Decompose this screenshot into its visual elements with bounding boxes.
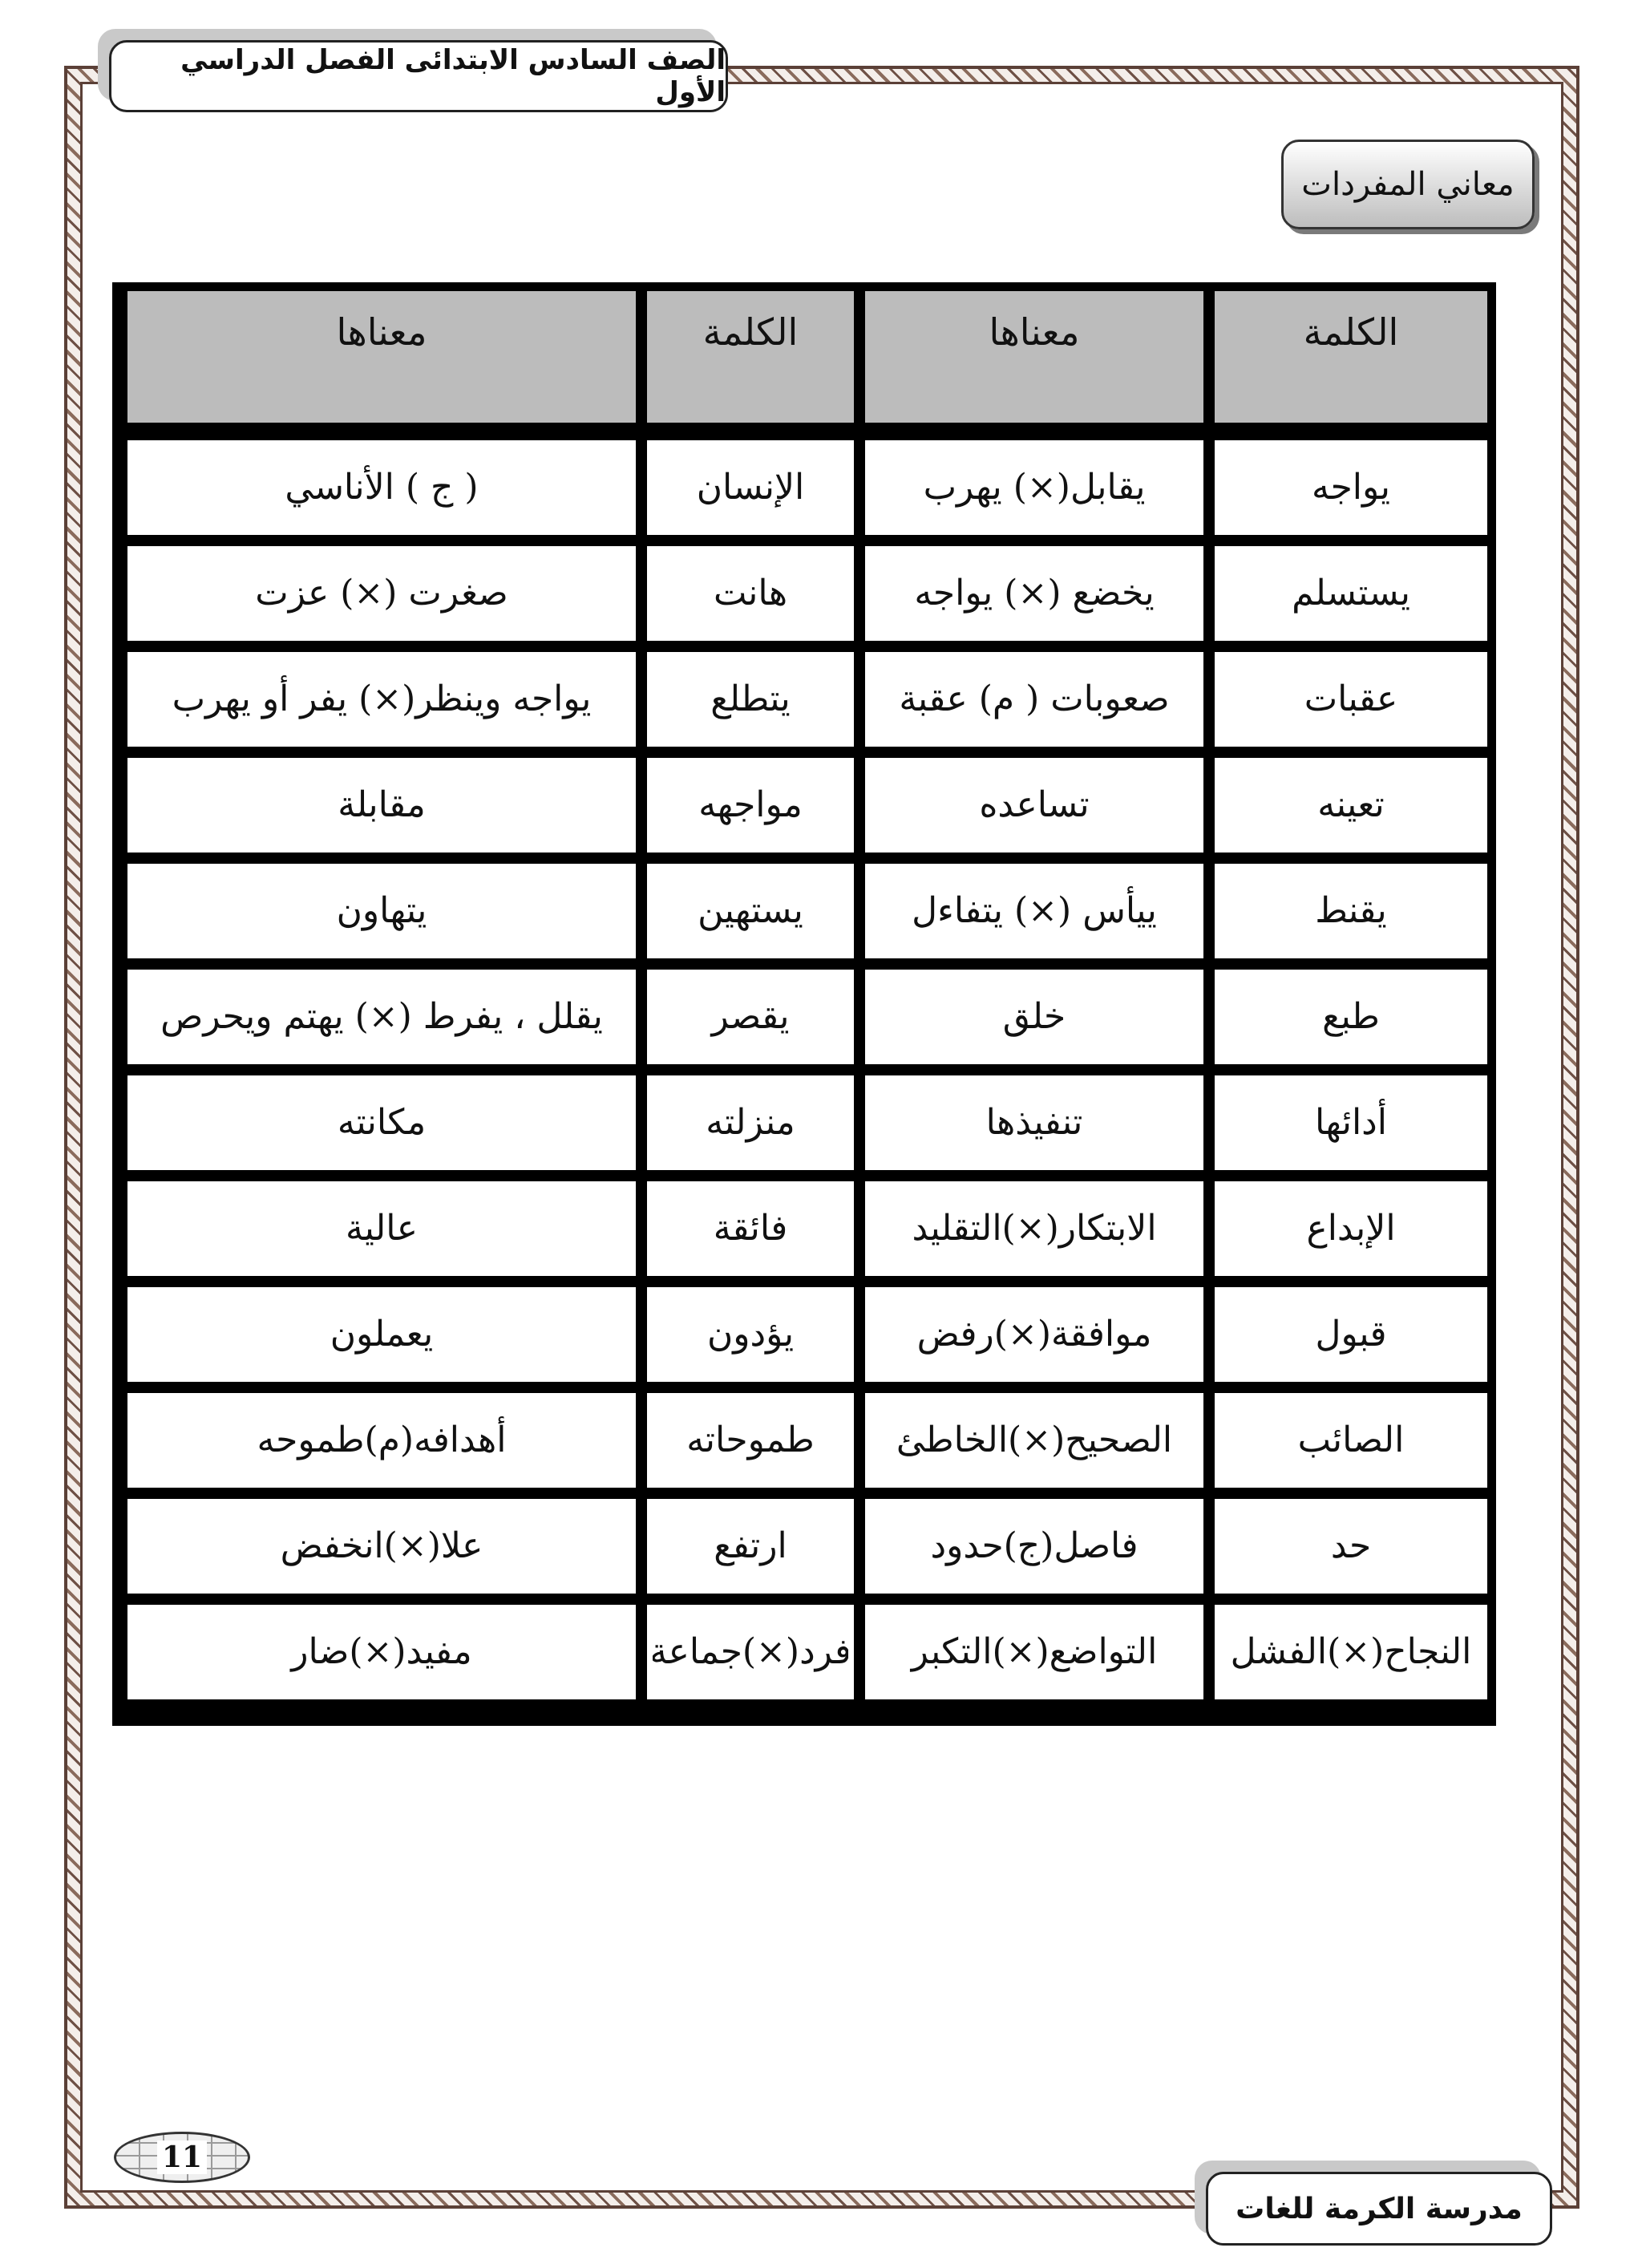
school-name-label: مدرسة الكرمة للغات: [1206, 2172, 1552, 2246]
table-row: [119, 1179, 1490, 1278]
table-row: [119, 1073, 1490, 1172]
table-row: [119, 1391, 1490, 1490]
word-cell: قبول: [1212, 1285, 1490, 1384]
word-cell: طبع: [1212, 967, 1490, 1067]
table-row: [119, 1285, 1490, 1384]
word-cell: منزلته: [645, 1073, 856, 1172]
word-cell: يقنط: [1212, 861, 1490, 961]
meaning-cell: الابتكار(×)التقليد: [863, 1179, 1206, 1278]
header-word: الكلمة: [1212, 289, 1490, 425]
page-number-badge: [114, 2132, 250, 2183]
meaning-cell: عالية: [125, 1179, 638, 1278]
header-meaning: معناها: [863, 289, 1206, 425]
table-row: [119, 1602, 1490, 1702]
table-header-row: [119, 289, 1490, 425]
table-row: [119, 861, 1490, 961]
header-meaning: معناها: [125, 289, 638, 425]
meaning-cell: يقابل(×) يهرب: [863, 438, 1206, 537]
table-row: [119, 967, 1490, 1067]
meaning-cell: مكانته: [125, 1073, 638, 1172]
meaning-cell: يعملون: [125, 1285, 638, 1384]
table-row: [119, 438, 1490, 537]
meaning-cell: صعوبات ( م) عقبة: [863, 650, 1206, 749]
word-cell: أدائها: [1212, 1073, 1490, 1172]
meaning-cell: مفيد(×)ضار: [125, 1602, 638, 1702]
word-cell: الإنسان: [645, 438, 856, 537]
word-cell: النجاح(×)الفشل: [1212, 1602, 1490, 1702]
word-cell: ارتفع: [645, 1496, 856, 1596]
table-row: [119, 544, 1490, 643]
meaning-cell: التواضع(×)التكبر: [863, 1602, 1206, 1702]
meaning-cell: تنفيذها: [863, 1073, 1206, 1172]
word-cell: يتطلع: [645, 650, 856, 749]
word-cell: حد: [1212, 1496, 1490, 1596]
word-cell: يؤدون: [645, 1285, 856, 1384]
vocabulary-table: [112, 282, 1496, 1726]
meaning-cell: موافقة(×)رفض: [863, 1285, 1206, 1384]
word-cell: الإبداع: [1212, 1179, 1490, 1278]
meaning-cell: يخضع (×) يواجه: [863, 544, 1206, 643]
word-cell: هانت: [645, 544, 856, 643]
word-cell: يستسلم: [1212, 544, 1490, 643]
grade-term-header: الصف السادس الابتدائى الفصل الدراسي الأول: [109, 40, 728, 112]
table-row: [119, 755, 1490, 855]
meaning-cell: يواجه وينظر(×) يفر أو يهرب: [125, 650, 638, 749]
word-cell: فائقة: [645, 1179, 856, 1278]
meaning-cell: خلق: [863, 967, 1206, 1067]
meaning-cell: أهدافه(م)طموحه: [125, 1391, 638, 1490]
word-cell: مواجهه: [645, 755, 856, 855]
section-title: معاني المفردات: [1281, 140, 1535, 229]
word-cell: يواجه: [1212, 438, 1490, 537]
word-cell: تعينه: [1212, 755, 1490, 855]
word-cell: يقصر: [645, 967, 856, 1067]
table-row: [119, 650, 1490, 749]
meaning-cell: تساعده: [863, 755, 1206, 855]
word-cell: عقبات: [1212, 650, 1490, 749]
table-row: [119, 1496, 1490, 1596]
meaning-cell: ييأس (×) يتفاءل: [863, 861, 1206, 961]
meaning-cell: علا(×)انخفض: [125, 1496, 638, 1596]
page-number: 11: [157, 2140, 207, 2174]
meaning-cell: فاصل(ج)حدود: [863, 1496, 1206, 1596]
meaning-cell: يقلل ، يفرط (×) يهتم ويحرص: [125, 967, 638, 1067]
word-cell: الصائب: [1212, 1391, 1490, 1490]
meaning-cell: الصحيح(×)الخاطئ: [863, 1391, 1206, 1490]
word-cell: طموحاته: [645, 1391, 856, 1490]
meaning-cell: يتهاون: [125, 861, 638, 961]
meaning-cell: صغرت (×) عزت: [125, 544, 638, 643]
header-word: الكلمة: [645, 289, 856, 425]
meaning-cell: مقابلة: [125, 755, 638, 855]
meaning-cell: ( ج ) الأناسي: [125, 438, 638, 537]
word-cell: فرد(×)جماعة: [645, 1602, 856, 1702]
word-cell: يستهين: [645, 861, 856, 961]
